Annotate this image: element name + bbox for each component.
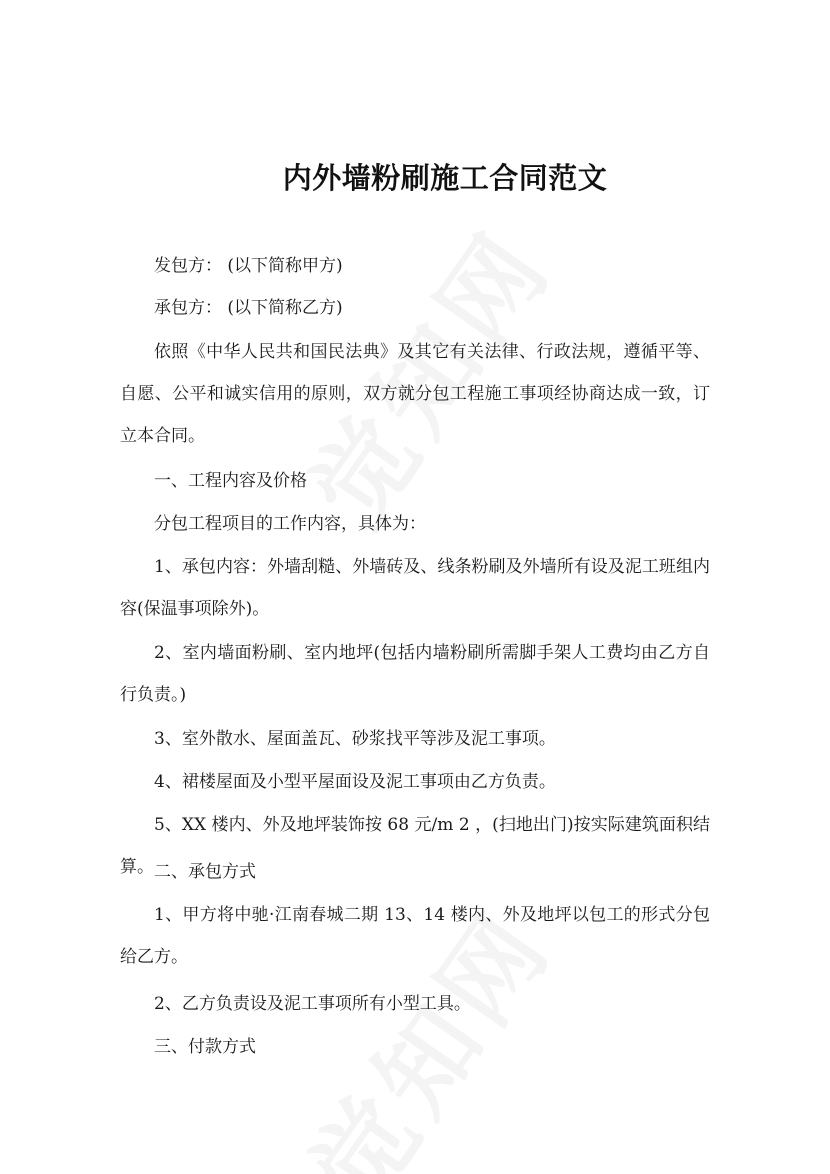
paragraph-item-2: 2、室内墙面粉刷、室内地坪(包括内墙粉刷所需脚手架人工费均由乙方自行负责。) [120,643,710,705]
document-title: 内外墙粉刷施工合同范文 [282,161,608,195]
paragraph-item-1: 1、承包内容：外墙刮糙、外墙砖及、线条粉刷及外墙所有设及泥工班组内容(保温事项除外)。 [120,557,710,619]
paragraph-party-a: 发包方： (以下简称甲方) [154,256,343,276]
paragraph-mode-2: 2、乙方负责设及泥工事项所有小型工具。 [154,994,471,1014]
paragraph-preamble: 依照《中华人民共和国民法典》及其它有关法律、行政法规，遵循平等、自愿、公平和诚实信用的原则，双方就分包工程施工事项经协商达成一致，订立本合同。 [120,342,710,446]
paragraph-scope-intro: 分包工程项目的工作内容，具体为： [154,514,426,534]
paragraph-mode-1: 1、甲方将中驰·江南春城二期 13、14 楼内、外及地坪以包工的形式分包给乙方。 [120,905,710,967]
section-heading-3: 三、付款方式 [154,1037,256,1057]
paragraph-party-b: 承包方： (以下简称乙方) [154,298,343,318]
paragraph-item-5: 5、XX 楼内、外及地坪装饰按 68 元/m 2 ，(扫地出门)按实际建筑面积结算。 [120,815,710,877]
paragraph-item-3: 3、室外散水、屋面盖瓦、砂浆找平等涉及泥工事项。 [154,729,556,749]
section-heading-2: 二、承包方式 [154,862,256,882]
section-heading-1: 一、工程内容及价格 [154,471,307,491]
paragraph-item-4: 4、裙楼屋面及小型平屋面设及泥工事项由乙方负责。 [154,772,556,792]
